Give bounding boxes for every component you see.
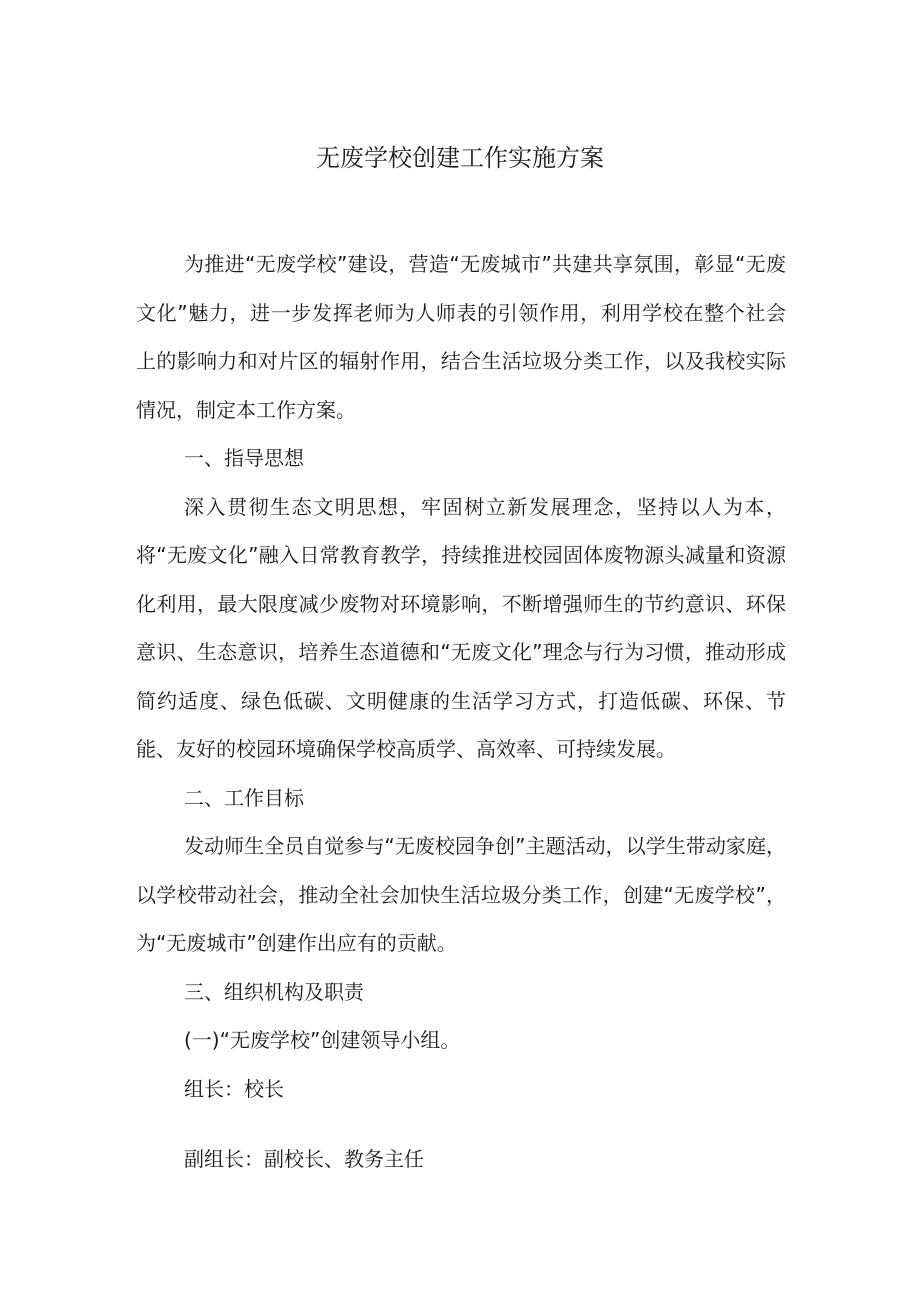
document-body xyxy=(136,240,786,1184)
leader-line: 组长：校长 xyxy=(184,1076,284,1101)
section-heading-guiding-ideology: 一、指导思想 xyxy=(184,446,304,470)
work-goals-paragraph: 发动师生全员自觉参与“无废校园争创”主题活动，以学生带动家庭，以学校带动社会，推动全社会加快生活垃圾分类工作，创建“无废学校”，为“无废城市”创建作出应有的贡献。 xyxy=(136,834,786,955)
section-heading-organization: 三、组织机构及职责 xyxy=(184,979,364,1004)
guiding-ideology-paragraph: 深入贯彻生态文明思想，牢固树立新发展理念，坚持以人为本，将“无废文化”融入日常教育教学，持续推进校园固体废物源头减量和资源化利用，最大限度减少废物对环境影响，不断增强师生的节约意识、环保意识、生态意识，培养生态道德和“无废文化”理念与行为习惯，推动形成简约适度、绿色低碳、文明健康的生活学习方式，打造低碳、环保、节能、友好的校园环境确保学校高质学、高效率、可持续发展。 xyxy=(136,494,786,761)
deputy-leader-line: 副组长：副校长、教务主任 xyxy=(184,1147,424,1171)
spacer xyxy=(136,1113,786,1135)
document-title: 无废学校创建工作实施方案 xyxy=(316,144,604,172)
section-heading-work-goals: 二、工作目标 xyxy=(184,785,304,810)
intro-paragraph: 为推进“无废学校”建设，营造“无废城市”共建共享氛围，彰显“无废文化”魅力，进一步发挥老师为人师表的引领作用，利用学校在整个社会上的影响力和对片区的辐射作用，结合生活垃圾分类工作，以及我校实际情况，制定本工作方案。 xyxy=(136,252,786,422)
subsection-heading-leading-group: (一)“无废学校”创建领导小组。 xyxy=(184,1028,461,1052)
